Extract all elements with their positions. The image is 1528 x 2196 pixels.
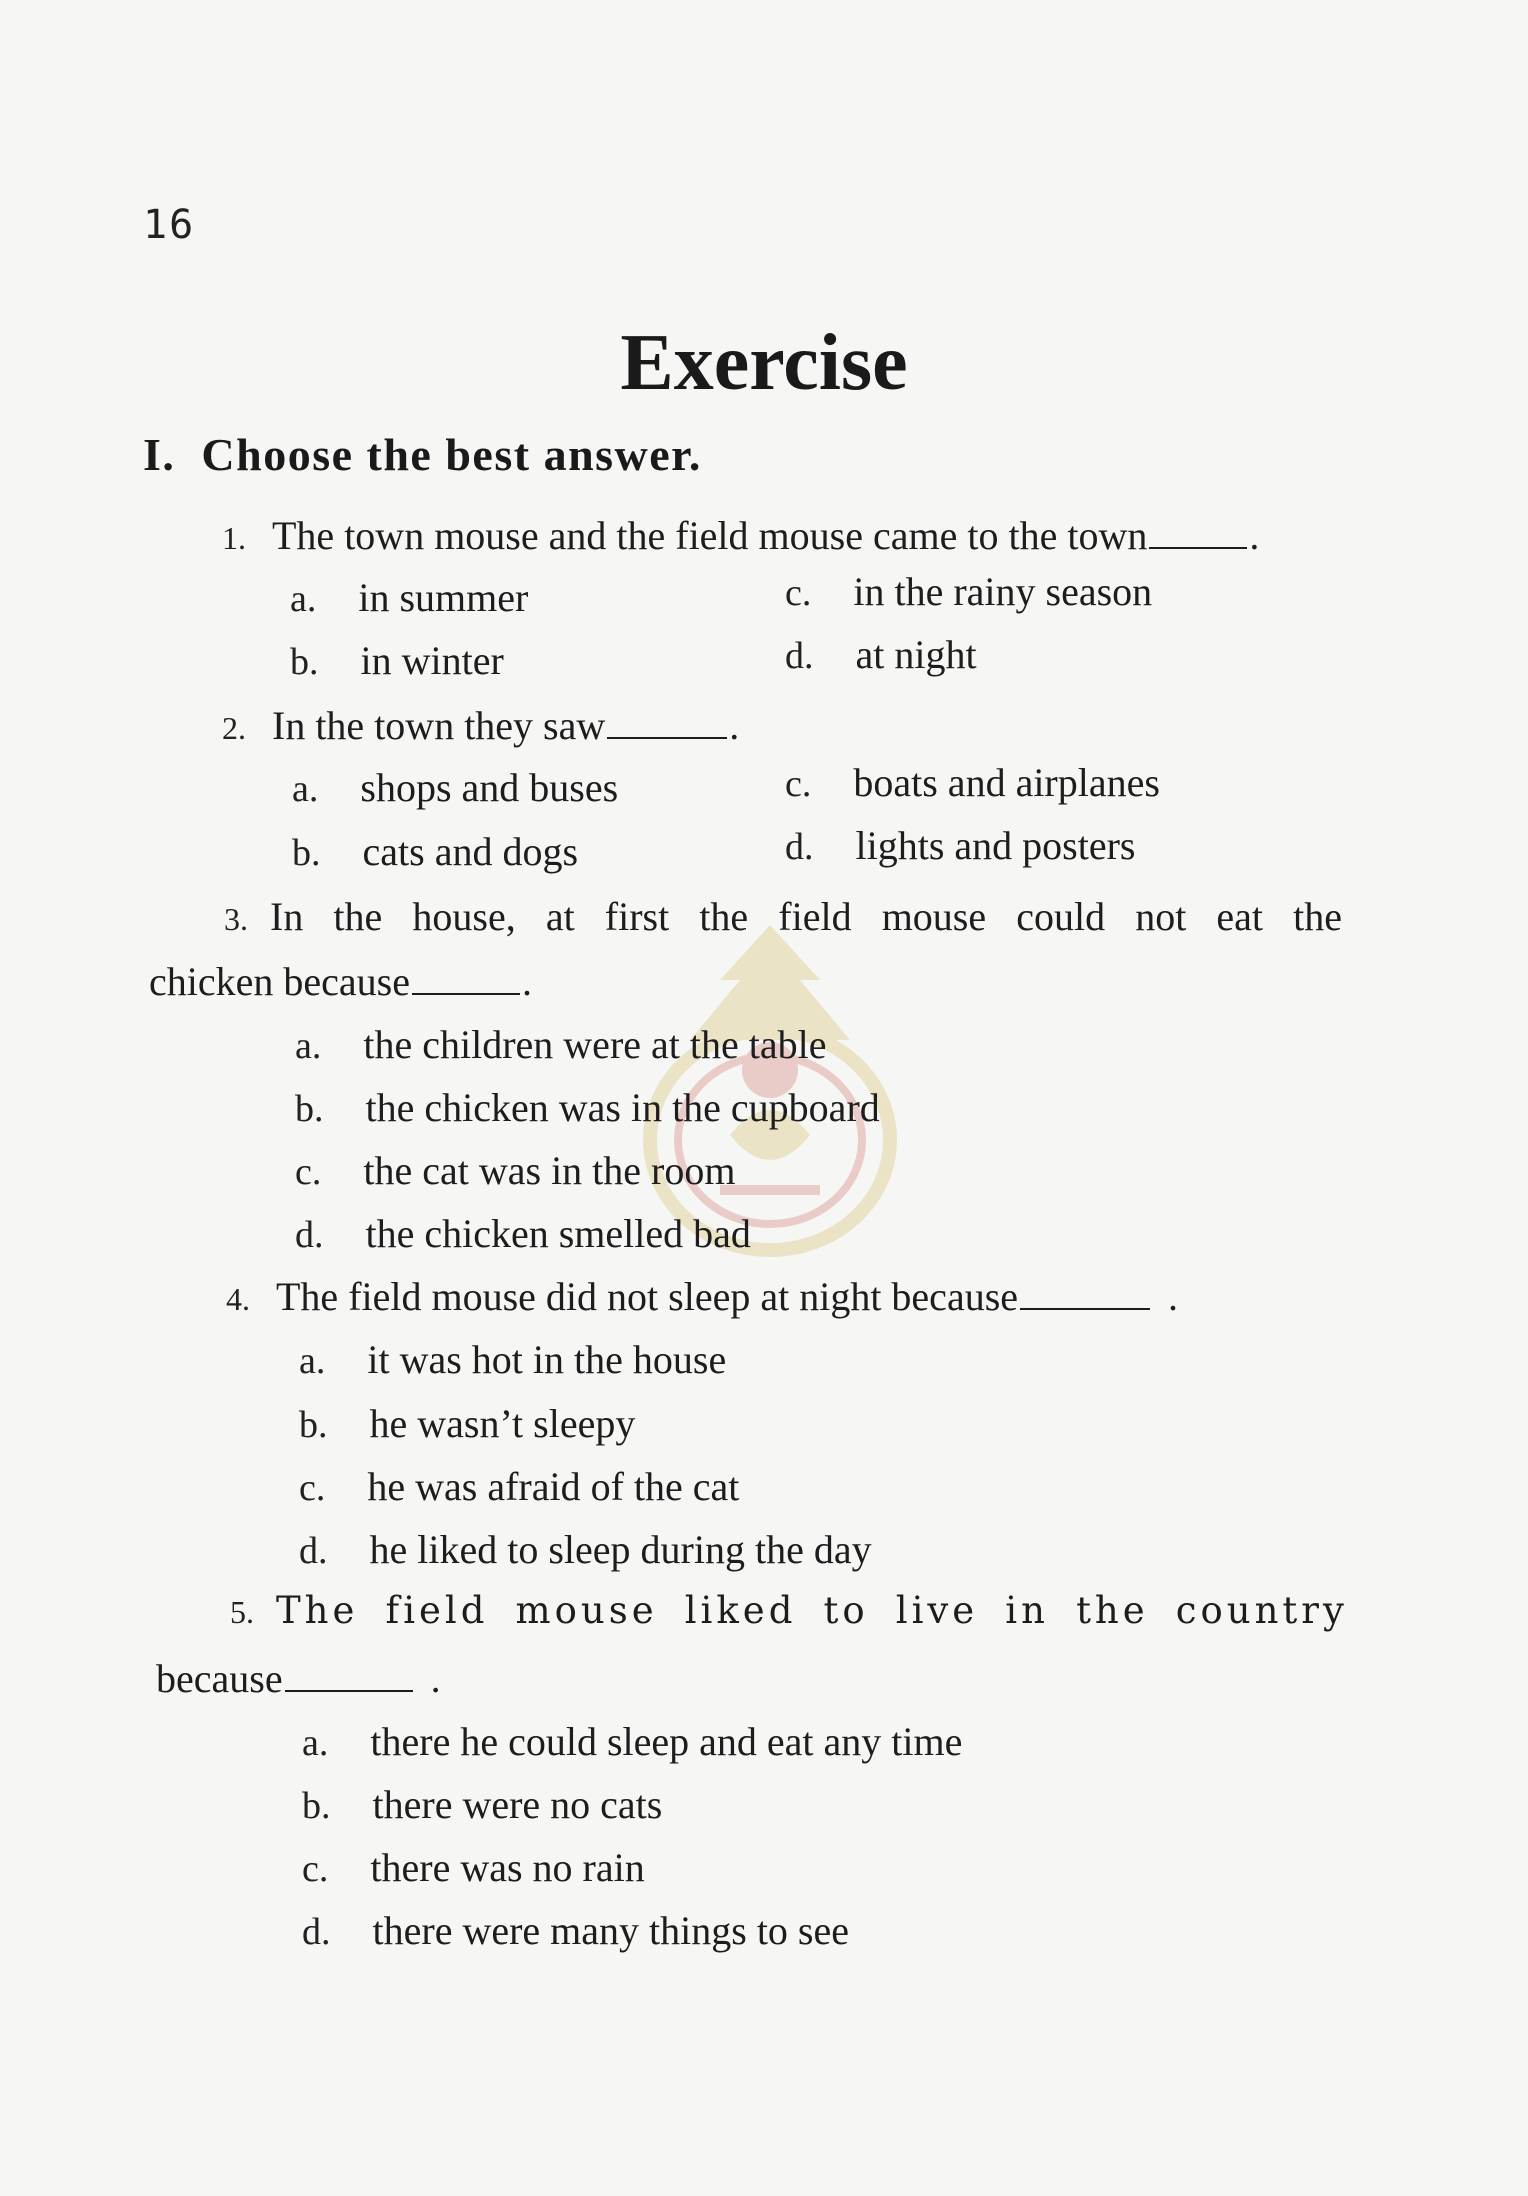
question-text: The town mouse and the field mouse came to the town — [272, 513, 1148, 558]
option-d[interactable]: d. at night — [785, 632, 977, 677]
question-end: . — [521, 959, 532, 1004]
option-d[interactable]: d. lights and posters — [785, 823, 1136, 868]
option-b[interactable]: b. there were no cats — [302, 1782, 663, 1827]
question-end: . — [430, 1656, 441, 1701]
question-number: 1. — [222, 520, 246, 556]
option-a[interactable]: a. the children were at the table — [295, 1022, 827, 1067]
section-label: I. — [143, 429, 176, 480]
option-c[interactable]: c. boats and airplanes — [785, 760, 1160, 805]
option-b[interactable]: b. cats and dogs — [292, 829, 579, 874]
question-number: 2. — [222, 710, 246, 746]
option-a[interactable]: a. shops and buses — [292, 765, 619, 810]
question-text: The field mouse liked to live in the country — [276, 1589, 1348, 1632]
answer-blank[interactable] — [607, 707, 727, 739]
section-heading — [143, 428, 702, 481]
question-text: The field mouse did not sleep at night because — [276, 1274, 1019, 1319]
question-end: . — [1249, 513, 1260, 558]
option-d[interactable]: d. he liked to sleep during the day — [299, 1527, 872, 1572]
option-c[interactable]: c. in the rainy season — [785, 569, 1153, 614]
question-end: . — [1168, 1274, 1179, 1319]
question-end: . — [729, 703, 740, 748]
question-text: because — [156, 1656, 283, 1701]
option-a[interactable]: a. it was hot in the house — [299, 1337, 727, 1382]
option-b[interactable]: b. he wasn’t sleepy — [299, 1401, 636, 1446]
section-instruction: Choose the best answer. — [201, 429, 702, 480]
question-stem-line-1 — [230, 1589, 1348, 1632]
option-b[interactable]: b. the chicken was in the cupboard — [295, 1085, 880, 1130]
option-c[interactable]: c. there was no rain — [302, 1845, 645, 1890]
question-text: In the house, at first the field mouse could not eat the — [270, 894, 1342, 939]
option-b[interactable]: b. in winter — [290, 638, 504, 683]
question-stem-line-1 — [224, 893, 1342, 940]
question-number: 5. — [230, 1594, 254, 1630]
option-d[interactable]: d. the chicken smelled bad — [295, 1211, 751, 1256]
question-stem-line-2 — [149, 958, 532, 1005]
question-stem-line-2 — [156, 1655, 441, 1702]
option-a[interactable]: a. in summer — [290, 575, 529, 620]
answer-blank[interactable] — [285, 1660, 413, 1692]
page-title: Exercise — [620, 319, 908, 407]
question-stem — [222, 512, 1259, 559]
option-c[interactable]: c. he was afraid of the cat — [299, 1464, 740, 1509]
question-number: 3. — [224, 901, 248, 937]
question-text: In the town they saw — [272, 703, 606, 748]
answer-blank[interactable] — [1149, 517, 1247, 549]
answer-blank[interactable] — [1020, 1278, 1150, 1310]
question-stem — [226, 1273, 1178, 1320]
option-a[interactable]: a. there he could sleep and eat any time — [302, 1719, 963, 1764]
page-number: 16 — [143, 202, 196, 248]
answer-blank[interactable] — [412, 963, 520, 995]
question-number: 4. — [226, 1281, 250, 1317]
question-text: chicken because — [149, 959, 410, 1004]
option-c[interactable]: c. the cat was in the room — [295, 1148, 736, 1193]
option-d[interactable]: d. there were many things to see — [302, 1908, 850, 1953]
question-stem — [222, 702, 739, 749]
